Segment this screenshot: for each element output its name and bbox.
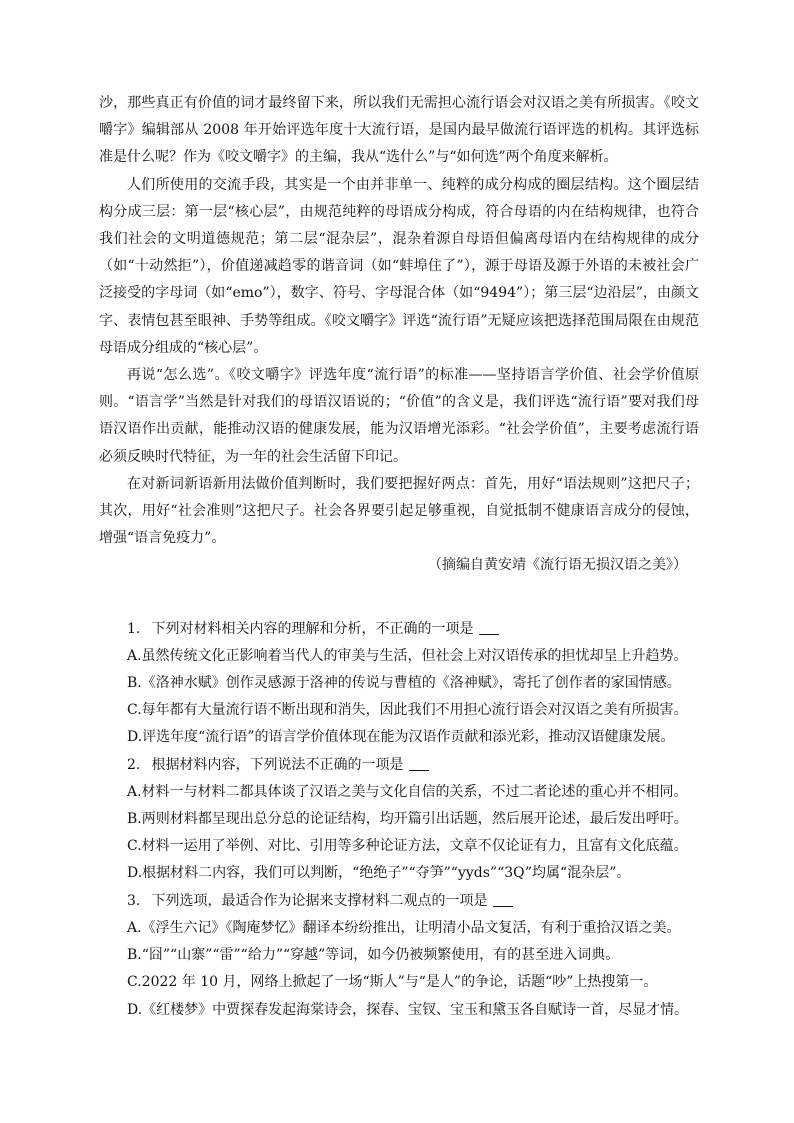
article-paragraph: 在对新词新语新用法做价值判断时，我们要把握好两点：首先，用好“语法规则”这把尺子；其次，用好“社会准则”这把尺子。社会各界要引起足够重视，自觉抵制不健康语言成分的侵蚀，增强“语言免疫力”。 xyxy=(99,475,699,547)
question-number: 2. xyxy=(127,756,141,773)
option-d: D.根据材料二内容，我们可以判断，“绝绝子”“夺笋”“yyds”“3Q”均属“混杂层”。 xyxy=(127,865,631,882)
option-a: A.材料一与材料二都具体谈了汉语之美与文化自信的关系，不过二者论述的重心并不相同。 xyxy=(127,783,688,800)
option-d: D.《红楼梦》中贾探春发起海棠诗会，探春、宝钗、宝玉和黛玉各自赋诗一首，尽显才情。 xyxy=(127,1001,689,1018)
option-b: B.两则材料都呈现出总分总的论证结构，均开篇引出话题，然后展开论述，最后发出呼吁。 xyxy=(127,811,688,828)
answer-blank[interactable] xyxy=(493,892,513,907)
question-number: 3. xyxy=(127,892,141,909)
article-body xyxy=(99,90,699,580)
option-b: B.“囧”“山寨”“雷”“给力”“穿越”等词，如今仍被频繁使用，有的甚至进入词典。 xyxy=(127,947,620,964)
question-1 xyxy=(127,616,699,752)
document-page xyxy=(99,90,699,1024)
question-2 xyxy=(127,752,699,888)
question-text: 下列选项，最适合作为论据来支撑材料二观点的一项是 xyxy=(151,892,488,909)
question-list xyxy=(99,616,699,1024)
option-a: A.虽然传统文化正影响着当代人的审美与生活，但社会上对汉语传承的担忧却呈上升趋势。 xyxy=(127,647,688,664)
question-stem xyxy=(127,888,699,915)
article-paragraph: 人们所使用的交流手段，其实是一个由并非单一、纯粹的成分构成的圈层结构。这个圈层结构分成三层：第一层“核心层”，由规范纯粹的母语成分构成，符合母语的内在结构规律，也符合我们社会的文明道德规范；第二层“混杂层”，混杂着源自母语但偏离母语内在结构规律的成分（如“十动然拒”），价值递减趋零的谐音词（如“蚌埠住了”），源于母语及源于外语的未被社会广泛接受的字母词（如“emo”），数字、符号、字母混合体（如“9494”）；第三层“边沿层”，由颜文字、表情包甚至眼神、手势等组成。《咬文嚼字》评选“流行语”无疑应该把选择范围局限在由规范母语成分组成的“核心层”。 xyxy=(99,176,699,356)
article-paragraph: 沙，那些真正有价值的词才最终留下来，所以我们无需担心流行语会对汉语之美有所损害。《咬文嚼字》编辑部从 2008 年开始评选年度十大流行语，是国内最早做流行语评选的机构。其评选标准是什么呢？作为《咬文嚼字》的主编，我从“选什么”与“如何选”两个角度来解析。 xyxy=(99,95,699,166)
option-d: D.评选年度“流行语”的语言学价值体现在能为汉语作贡献和添光彩，推动汉语健康发展。 xyxy=(127,729,675,746)
question-text: 根据材料内容，下列说法不正确的一项是 xyxy=(151,756,404,773)
question-number: 1. xyxy=(127,620,141,637)
option-c: C.2022 年 10 月，网络上掀起了一场“斯人”与“是人”的争论，话题“吵”上热搜第一。 xyxy=(127,974,658,991)
article-paragraph: 再说“怎么选”。《咬文嚼字》评选年度“流行语”的标准——坚持语言学价值、社会学价值原则。“语言学”当然是针对我们的母语汉语说的；“价值”的含义是，我们评选“流行语”要对我们母语汉语作出贡献，能推动汉语的健康发展，能为汉语增光添彩。“社会学价值”，主要考虑流行语必须反映时代特征，为一年的社会生活留下印记。 xyxy=(99,367,699,465)
question-stem xyxy=(127,752,699,779)
option-a: A.《浮生六记》《陶庵梦忆》翻译本纷纷推出，让明清小品文复活，有利于重拾汉语之美。 xyxy=(127,919,681,936)
answer-blank[interactable] xyxy=(479,620,499,635)
option-b: B.《洛神水赋》创作灵感源于洛神的传说与曹植的《洛神赋》，寄托了创作者的家国情感。 xyxy=(127,675,681,692)
question-text: 下列对材料相关内容的理解和分析，不正确的一项是 xyxy=(151,620,474,637)
question-3 xyxy=(127,888,699,1024)
article-source: （摘编自黄安靖《流行语无损汉语之美》） xyxy=(428,557,687,574)
option-c: C.每年都有大量流行语不断出现和消失，因此我们不用担心流行语会对汉语之美有所损害。 xyxy=(127,702,688,719)
question-stem xyxy=(127,616,699,643)
option-c: C.材料一运用了举例、对比、引用等多种论证方法，文章不仅论证有力，且富有文化底蕴。 xyxy=(127,838,688,855)
answer-blank[interactable] xyxy=(409,756,429,771)
